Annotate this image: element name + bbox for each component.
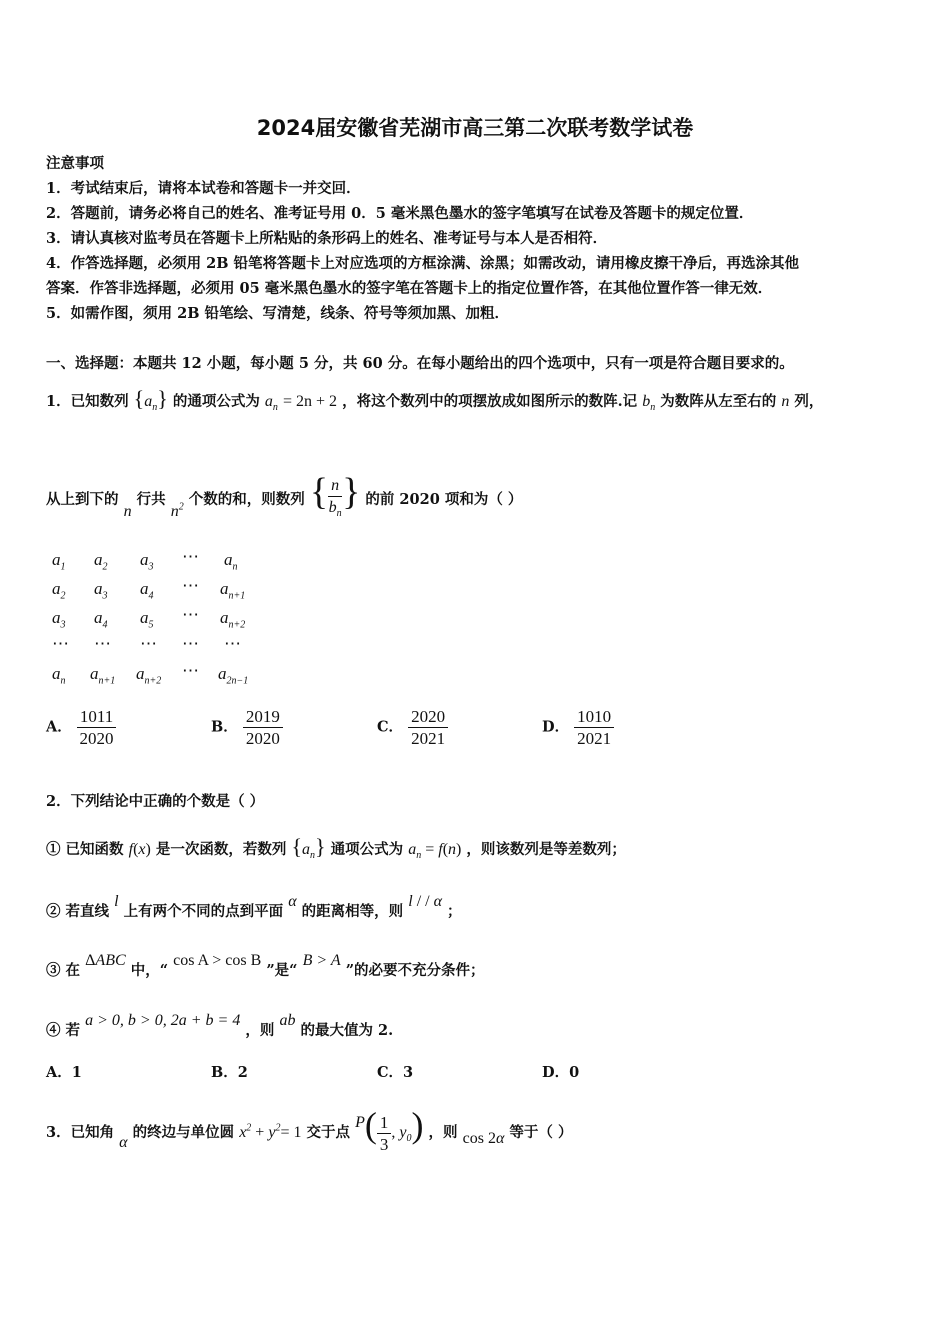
q1-text: 的通项公式为 — [172, 393, 260, 410]
math-brace: { — [309, 471, 329, 513]
q2-option-c[interactable] — [377, 1061, 413, 1082]
q2-text: ③ 在 — [46, 962, 81, 979]
q1-option-c[interactable] — [377, 706, 448, 749]
option-label: A． — [46, 718, 72, 736]
q3-text: 的终边与单位圆 — [132, 1124, 235, 1141]
q3-text: ，则 — [428, 1124, 458, 1141]
math-var: α — [288, 893, 297, 910]
math-var: α — [495, 1130, 505, 1147]
q2-option-a[interactable] — [46, 1061, 82, 1082]
option-label: C． — [377, 1064, 404, 1081]
q2-formula: a > 0, b > 0, 2a + b = 4 — [85, 1012, 241, 1029]
q1-text: 列， — [794, 393, 824, 410]
option-fraction: $\frac{1010}{2021}$ — [574, 706, 614, 749]
option-label: D． — [542, 718, 570, 736]
math-var: $a_n$ — [264, 393, 278, 414]
notice-item: 1．考试结束后，请将本试卷和答题卡一并交回． — [46, 180, 361, 197]
q2-statement-4 — [46, 1012, 393, 1040]
q1-text: 的前 2020 项和为（ ） — [365, 491, 523, 508]
math-var: ab — [279, 1012, 296, 1029]
q2-text: 是一次函数，若数列 — [155, 841, 287, 858]
math-brace: { — [133, 386, 145, 411]
math-var: P — [355, 1114, 365, 1131]
notice-heading: 注意事项 — [46, 155, 104, 172]
section-heading: 一、选择题：本题共 12 小题，每小题 5 分，共 60 分。在每小题给出的四个选项中，只有一项是符合题目要求的。 — [46, 355, 794, 372]
q2-text: ”是“ — [266, 962, 298, 979]
option-fraction: $\frac{1011}{2020}$ — [77, 706, 116, 749]
q3-line: 3．已知角 α 的终边与单位圆 $x^2 + y^2= 1$ 交于点 P( $\frac{1}{3}$ , $y_0$) ，则 cos 2α 等于（ ） — [46, 1105, 573, 1154]
q2-text: ； — [447, 903, 462, 920]
math-var: n — [123, 503, 132, 520]
q1-option-d[interactable] — [542, 706, 614, 749]
number-matrix: $a_1$ $a_2$ $a_3$ ⋯ $a_n$ $a_2$ $a_3$ $a_4$ ⋯ $a_{n+1}$ $a_3$ $a_4$ $a_5$ ⋯ $a_{n+2}$ ⋯ ⋯ ⋯ ⋯ ⋯ $a_n$ $a_{n+1}$ $a_{n+2}$ ⋯ $a_{2n-1}$ — [52, 547, 249, 687]
math-var: l — [114, 893, 119, 910]
math-var: n — [781, 393, 790, 410]
math-var: $x^2$ — [239, 1122, 252, 1141]
math-var: $b_n$ — [642, 393, 656, 414]
q2-formula: B > A — [302, 952, 341, 969]
q2-text: ④ 若 — [46, 1022, 81, 1039]
option-label: B． — [211, 1064, 238, 1081]
q1-text: 个数的和，则数列 — [188, 491, 305, 508]
q2-text: 的最大值为 2. — [300, 1022, 394, 1039]
math-var: l — [408, 893, 413, 910]
option-fraction: $\frac{2019}{2020}$ — [243, 706, 283, 749]
option-value: 0 — [569, 1064, 580, 1081]
q1-option-b[interactable] — [211, 706, 283, 749]
math-brace: } — [157, 386, 168, 411]
math-var: $n^2$ — [170, 501, 184, 520]
q3-text: 等于（ ） — [509, 1124, 573, 1141]
q2-text: ① 已知函数 — [46, 841, 124, 858]
q3-text: 3．已知角 — [46, 1124, 115, 1141]
math-var: $a_n$ — [144, 393, 158, 414]
q1-line2 — [46, 470, 522, 525]
q1-text: 1．已知数列 — [46, 393, 129, 410]
q1-text: 行共 — [136, 491, 166, 508]
math-brace: } — [315, 834, 326, 859]
q2-text: 中，“ — [130, 962, 169, 979]
q2-text: 上有两个不同的点到平面 — [123, 903, 284, 920]
q2-statement-3: ③ 在 ΔABC 中，“ cos A > cos B ”是“ B > A ”的必要不充分条件； — [46, 952, 485, 979]
q3-text: 交于点 — [306, 1124, 351, 1141]
math-var: f — [128, 841, 134, 858]
q2-option-b[interactable] — [211, 1061, 248, 1082]
q2-stem: 2．下列结论中正确的个数是（ ） — [46, 793, 265, 810]
option-fraction: $\frac{2020}{2021}$ — [408, 706, 448, 749]
option-value: 2 — [237, 1064, 248, 1081]
q3-formula: = 1 — [280, 1124, 302, 1141]
exam-title: 2024届安徽省芜湖市高三第二次联考数学试卷 — [256, 116, 694, 140]
q1-option-a[interactable] — [46, 706, 116, 749]
q2-text: ，则该数列是等差数列； — [466, 841, 626, 858]
option-label: B． — [211, 718, 238, 736]
q2-statement-1: ① 已知函数 f(x) 是一次函数，若数列 $\{a_n\}$ 通项公式为 $a_n = f(n)$ ，则该数列是等差数列； — [46, 834, 626, 862]
notice-item: 4．作答选择题，必须用 2B 铅笔将答题卡上对应选项的方框涂满、涂黑；如需改动，请用橡皮擦干净后，再选涂其他 — [46, 255, 800, 272]
math-brace: { — [291, 834, 303, 859]
q2-text: ，则 — [245, 1022, 275, 1039]
q2-option-d[interactable] — [542, 1061, 579, 1082]
q1-line1 — [46, 386, 823, 413]
math-var: α — [119, 1134, 128, 1151]
q2-text: 的距离相等，则 — [301, 903, 404, 920]
option-value: 3 — [403, 1064, 414, 1081]
option-value: 1 — [71, 1064, 82, 1081]
option-label: D． — [542, 1064, 570, 1081]
math-brace: } — [342, 471, 361, 513]
q1-text: 从上到下的 — [46, 491, 119, 508]
math-var: $a_n$ — [408, 841, 422, 862]
q2-statement-2: ② 若直线 l 上有两个不同的点到平面 α 的距离相等，则 l / / α ； — [46, 893, 462, 920]
notice-item: 答案．作答非选择题，必须用 05 毫米黑色墨水的签字笔在答题卡上的指定位置作答，在其他位置作答一律无效． — [46, 280, 773, 297]
math-var: ABC — [95, 952, 126, 969]
math-fraction: $\frac{1}{3}$ — [377, 1112, 392, 1155]
notice-item: 3．请认真核对监考员在答题卡上所粘贴的条形码上的姓名、准考证号与本人是否相符． — [46, 230, 608, 247]
notice-item: 2．答题前，请务必将自己的姓名、准考证号用 0．5 毫米黑色墨水的签字笔填写在试卷及答题卡的规定位置． — [46, 205, 754, 222]
q1-formula: = 2n + 2 — [282, 393, 338, 410]
q2-text: ② 若直线 — [46, 903, 110, 920]
q1-text: ，将这个数列中的项摆放成如图所示的数阵.记 — [342, 393, 638, 410]
math-fraction: $\frac{n}{b_n}$ — [328, 477, 342, 520]
notice-item: 5．如需作图，须用 2B 铅笔绘、写清楚，线条、符号等须加黑、加粗． — [46, 305, 510, 322]
option-label: A． — [46, 1064, 72, 1081]
q2-text: ”的必要不充分条件； — [345, 962, 485, 979]
q1-text: 为数阵从左至右的 — [660, 393, 777, 410]
option-label: C． — [377, 718, 404, 736]
q2-text: 通项公式为 — [330, 841, 404, 858]
q2-formula: cos A > cos B — [173, 952, 262, 969]
